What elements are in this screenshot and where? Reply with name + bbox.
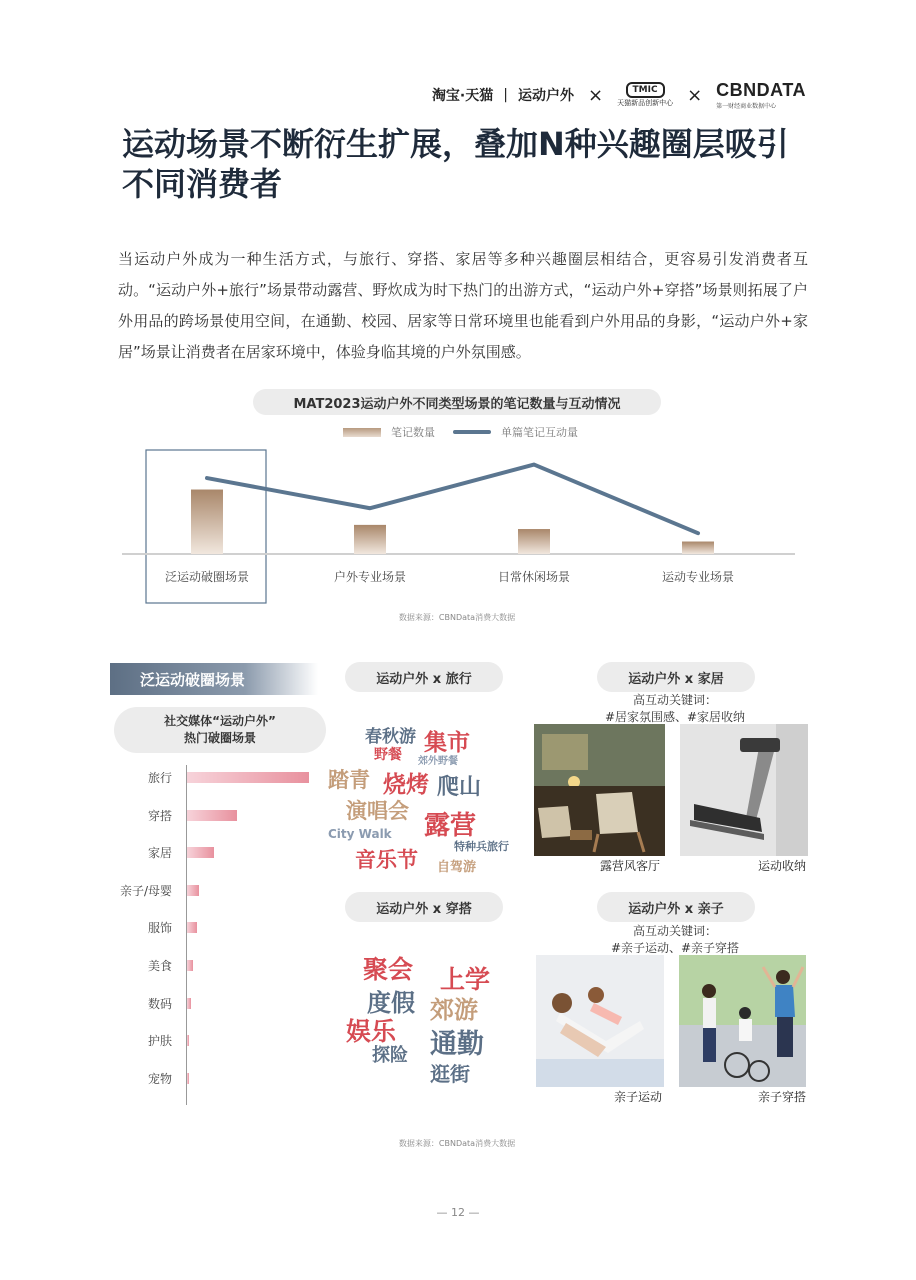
tmic-mark: TMIC	[626, 82, 665, 98]
style-cloud-word-5: 通勤	[430, 1029, 484, 1060]
family-pill: 运动户外 x 亲子	[597, 892, 755, 922]
bar-notes-2	[518, 529, 550, 554]
style-cloud-word-3: 郊游	[430, 996, 478, 1024]
page-number: — 12 —	[436, 1206, 480, 1219]
style-cloud-word-2: 度假	[367, 989, 415, 1017]
home-kw-title: 高互动关键词：	[632, 693, 717, 707]
travel-cloud-word-6: 爬山	[437, 775, 482, 800]
page-title: 运动场景不断衍生扩展，叠加N种兴趣圈层吸引不同消费者	[122, 125, 789, 203]
cbndata-logo	[716, 80, 806, 110]
travel-cloud-word-10: 特种兵旅行	[454, 840, 509, 853]
hbar-label-8: 宠物	[147, 1071, 172, 1086]
hbar-8	[187, 1073, 189, 1084]
travel-cloud-word-4: 踏青	[328, 768, 370, 792]
combo-chart	[0, 440, 916, 610]
travel-cloud-word-0: 春秋游	[365, 727, 416, 747]
chart-source: 数据来源：CBNData消费大数据	[398, 613, 516, 622]
legend-bar-swatch	[343, 428, 381, 437]
legend-bar-label: 笔记数量	[391, 426, 435, 439]
bar-notes-3	[682, 542, 714, 554]
hbar-title-line2: 热门破圈场景	[183, 731, 256, 745]
cross-mark-2: ×	[687, 84, 703, 106]
family-kw-title: 高互动关键词：	[632, 924, 717, 938]
hbar-chart-title	[114, 707, 326, 753]
hbar-5	[187, 960, 193, 971]
cbndata-caption: 第一财经商业数据中心	[716, 103, 777, 110]
style-pill: 运动户外 x 穿搭	[345, 892, 503, 922]
hbar-label-6: 数码	[147, 996, 172, 1011]
style-cloud-word-1: 上学	[440, 965, 491, 994]
header-logos	[432, 80, 806, 110]
travel-pill: 运动户外 x 旅行	[345, 662, 503, 692]
travel-cloud-word-11: 音乐节	[355, 848, 418, 872]
hbar-title-line1: 社交媒体“运动户外”	[164, 714, 276, 728]
home-photo1-caption: 露营风客厅	[600, 859, 661, 873]
style-cloud-word-7: 逛街	[430, 1062, 470, 1086]
photo-family-outfit	[679, 955, 806, 1087]
cbndata-mark: CBNDATA	[716, 80, 806, 100]
hbar-3	[187, 885, 199, 896]
travel-cloud-word-9: City Walk	[328, 827, 392, 841]
cross-mark: ×	[587, 84, 604, 106]
travel-cloud-word-3: 郊外野餐	[418, 756, 458, 767]
legend-line-swatch	[453, 430, 491, 434]
x-tick-label-2: 日常休闲场景	[497, 570, 571, 584]
hbar-label-0: 旅行	[147, 771, 172, 785]
line-interactions	[207, 465, 698, 534]
chart-legend	[343, 424, 578, 440]
family-outfit-illustration	[679, 955, 806, 1087]
hbar-label-3: 亲子/母婴	[119, 883, 172, 898]
hbar-label-1: 穿搭	[147, 808, 172, 823]
hbar-2	[187, 847, 214, 858]
intro-paragraph: 当运动户外成为一种生活方式，与旅行、穿搭、家居等多种兴趣圈层相结合，更容易引发消费者互动。“运动户外+旅行”场景带动露营、野炊成为时下热门的出游方式，“运动户外+穿搭”场景则拓展了户外用品的跨场景使用空间，在通勤、校园、居家等日常环境里也能看到户外用品的身影，“运动户外+家居”场景让消费者在居家环境中，体验身临其境的户外氛围感。	[118, 250, 808, 361]
home-pill: 运动户外 x 家居	[597, 662, 755, 692]
chart-title: MAT2023运动户外不同类型场景的笔记数量与互动情况	[253, 389, 661, 415]
travel-cloud-word-7: 演唱会	[346, 799, 409, 823]
home-photo2-caption: 运动收纳	[758, 859, 807, 873]
hbar-label-5: 美食	[147, 959, 172, 973]
travel-cloud-word-5: 烧烤	[383, 772, 429, 798]
photo-treadmill	[680, 724, 808, 856]
home-kw-list: #居家氛围感、#家居收纳	[604, 710, 746, 724]
family-photo2-caption: 亲子穿搭	[758, 1090, 807, 1104]
tmic-caption: 天猫新品创新中心	[617, 99, 674, 107]
taobao-tmall-logo: 淘宝·天猫	[431, 88, 494, 104]
style-cloud-word-4: 娱乐	[346, 1017, 397, 1046]
hbar-0	[187, 772, 309, 783]
hbar-6	[187, 998, 191, 1009]
hbar-label-4: 服饰	[147, 921, 172, 936]
hbar-4	[187, 922, 197, 933]
bar-notes-0	[191, 490, 223, 554]
legend-line-label: 单篇笔记互动量	[501, 426, 578, 439]
outdoor-logo: 运动户外	[517, 88, 574, 104]
hbar-label-7: 护肤	[147, 1034, 172, 1049]
travel-cloud-word-2: 野餐	[374, 747, 402, 763]
living-room-illustration	[534, 724, 665, 856]
treadmill-illustration	[680, 724, 808, 856]
hbar-axis	[186, 765, 187, 1105]
family-photo1-caption: 亲子运动	[614, 1090, 663, 1104]
tmic-logo	[617, 82, 673, 108]
style-cloud-word-6: 探险	[372, 1045, 408, 1066]
family-kw-list: #亲子运动、#亲子穿搭	[610, 941, 740, 955]
hbar-7	[187, 1035, 189, 1046]
family-exercise-illustration	[536, 955, 664, 1087]
x-tick-label-1: 户外专业场景	[333, 570, 407, 584]
photo-camping-living-room	[534, 724, 665, 856]
photo-family-exercise	[536, 955, 664, 1087]
style-cloud-word-0: 聚会	[363, 955, 414, 984]
hbar-1	[187, 810, 237, 821]
section-source: 数据来源：CBNData消费大数据	[398, 1139, 516, 1148]
x-tick-label-3: 运动专业场景	[661, 570, 735, 584]
logo-divider: |	[503, 87, 508, 103]
section-tab: 泛运动破圈场景	[110, 663, 318, 695]
x-tick-label-0: 泛运动破圈场景	[164, 570, 250, 584]
travel-cloud-word-1: 集市	[424, 730, 470, 756]
travel-cloud-word-8: 露营	[424, 811, 477, 841]
hbar-label-2: 家居	[147, 846, 172, 861]
travel-cloud-word-12: 自驾游	[437, 860, 477, 875]
bar-notes-1	[354, 525, 386, 554]
